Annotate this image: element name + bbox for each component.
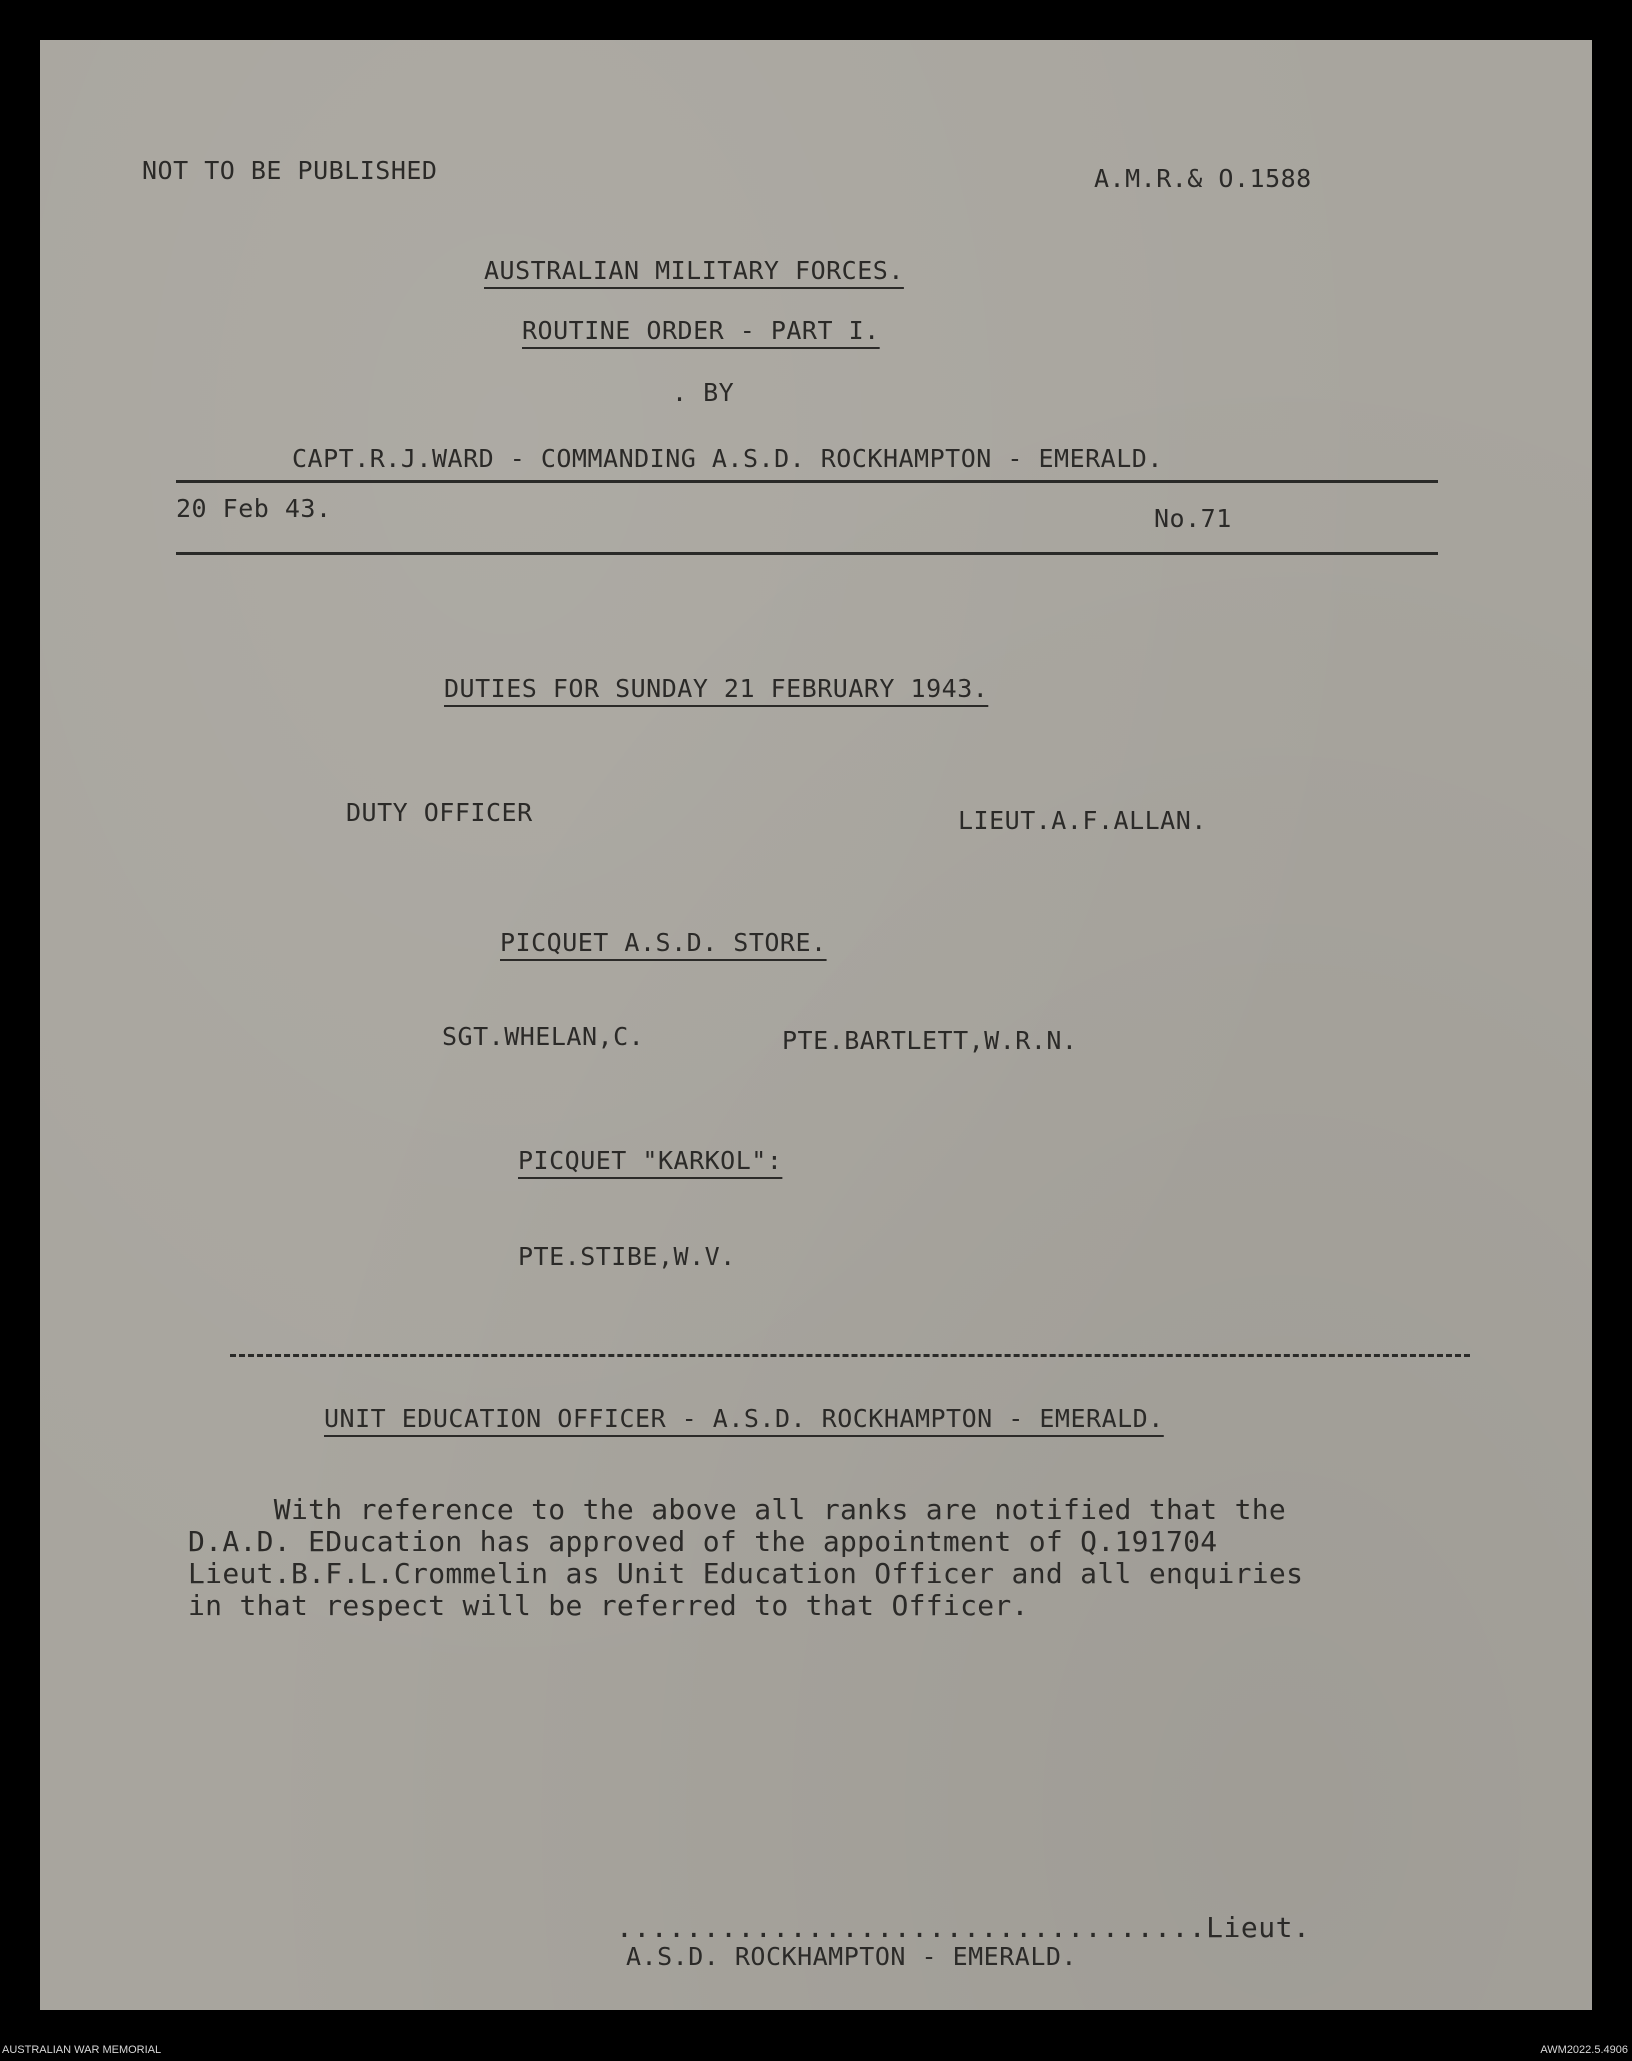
signature-unit: A.S.D. ROCKHAMPTON - EMERALD. <box>626 1942 1077 1971</box>
footer-archive: AUSTRALIAN WAR MEMORIAL <box>2 2044 162 2056</box>
restriction-notice: NOT TO BE PUBLISHED <box>142 156 438 185</box>
footer-catalogue-number: AWM2022.5.4906 <box>1540 2044 1628 2056</box>
paragraph-line: in that respect will be referred to that Officer. <box>188 1589 1029 1622</box>
title-by: . BY <box>672 378 735 407</box>
duty-officer-name: LIEUT.A.F.ALLAN. <box>958 806 1207 835</box>
education-heading: UNIT EDUCATION OFFICER - A.S.D. ROCKHAMPTON - EMERALD. <box>324 1404 1164 1433</box>
paragraph-line: With reference to the above all ranks are notified that the <box>188 1493 1287 1526</box>
picquet-karkol-member: PTE.STIBE,W.V. <box>518 1242 736 1271</box>
picquet-karkol-heading: PICQUET "KARKOL": <box>518 1146 783 1175</box>
order-number: No.71 <box>1154 504 1232 533</box>
picquet-store-heading: PICQUET A.S.D. STORE. <box>500 928 827 957</box>
picquet-store-member-2: PTE.BARTLETT,W.R.N. <box>782 1026 1078 1055</box>
title-routine-order: ROUTINE ORDER - PART I. <box>522 316 880 345</box>
header-rule-bottom <box>176 552 1438 555</box>
duty-officer-label: DUTY OFFICER <box>346 798 533 827</box>
duties-heading: DUTIES FOR SUNDAY 21 FEBRUARY 1943. <box>444 674 989 703</box>
commanding-officer-line: CAPT.R.J.WARD - COMMANDING A.S.D. ROCKHAMPTON - EMERALD. <box>292 444 1163 473</box>
section-divider <box>230 1354 1470 1357</box>
title-forces: AUSTRALIAN MILITARY FORCES. <box>484 256 904 285</box>
signature-line: ..................................Lieut. <box>616 1911 1311 1944</box>
header-rule-top <box>176 480 1438 483</box>
order-date: 20 Feb 43. <box>176 494 332 523</box>
paragraph-line: D.A.D. EDucation has approved of the appointment of Q.191704 <box>188 1525 1218 1558</box>
order-reference: A.M.R.& O.1588 <box>1094 164 1312 193</box>
picquet-store-member-1: SGT.WHELAN,C. <box>442 1022 645 1051</box>
paragraph-line: Lieut.B.F.L.Crommelin as Unit Education Officer and all enquiries <box>188 1557 1304 1590</box>
education-paragraph <box>188 1494 1438 1622</box>
